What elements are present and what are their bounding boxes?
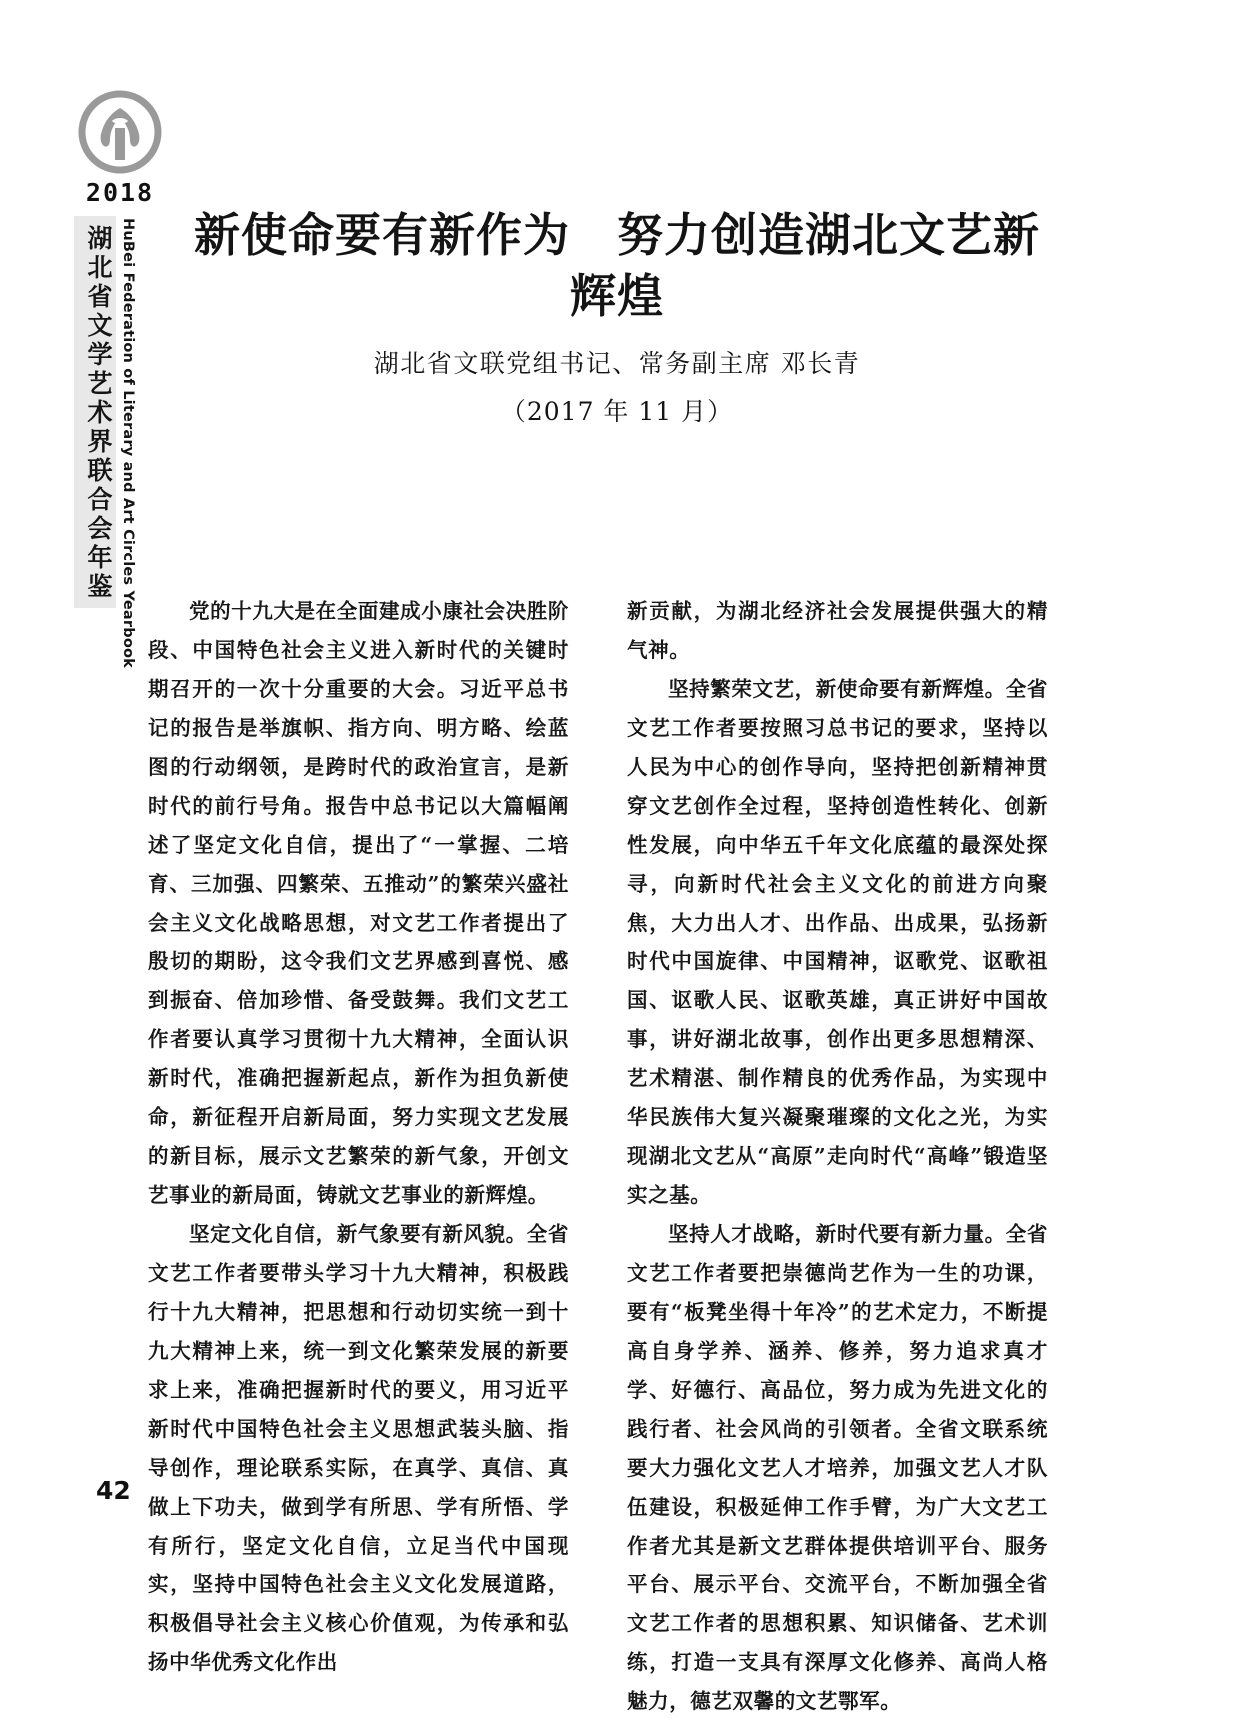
masthead-vertical-title-en: HuBei Federation of Literary and Art Circles Yearbook <box>120 218 136 668</box>
paragraph: 坚定文化自信，新气象要有新风貌。全省文艺工作者要带头学习十九大精神，积极践行十九大精神，把思想和行动切实统一到十九大精神上来，统一到文化繁荣发展的新要求上来，准确把握新时代的要义，用习近平新时代中国特色社会主义思想武装头脑、指导创作，理论联系实际，在真学、真信、真做上下功夫，做到学有所思、学有所悟、学有所行，坚定文化自信，立足当代中国现实，坚持中国特色社会主义文化发展道路，积极倡导社会主义核心价值观，为传承和弘扬中华优秀文化作出 <box>148 1222 569 1675</box>
page-number: 42 <box>96 1476 131 1505</box>
emblem-year-label: 2018 <box>85 178 155 207</box>
paragraph: 新贡献，为湖北经济社会发展提供强大的精气神。 <box>627 599 1048 662</box>
masthead-vertical-title-cjk: 湖北省文学艺术界联合会年鉴 <box>84 224 113 602</box>
body-column-right <box>627 592 1048 1714</box>
article-body <box>148 592 1048 1714</box>
paragraph: 党的十九大是在全面建成小康社会决胜阶段、中国特色社会主义进入新时代的关键时期召开的一次十分重要的大会。习近平总书记的报告是举旗帜、指方向、明方略、绘蓝图的行动纲领，是跨时代的政治宣言，是新时代的前行号角。报告中总书记以大篇幅阐述了坚定文化自信，提出了“一掌握、二培育、三加强、四繁荣、五推动”的繁荣兴盛社会主义文化战略思想，对文艺工作者提出了殷切的期盼，这令我们文艺界感到喜悦、感到振奋、倍加珍惜、备受鼓舞。我们文艺工作者要认真学习贯彻十九大精神，全面认识新时代，准确把握新起点，新作为担负新使命，新征程开启新局面，努力实现文艺发展的新目标，展示文艺繁荣的新气象，开创文艺事业的新局面，铸就文艺事业的新辉煌。 <box>148 599 569 1208</box>
article-byline: 湖北省文联党组书记、常务副主席 邓长青 <box>373 349 861 379</box>
paragraph: 坚持人才战略，新时代要有新力量。全省文艺工作者要把崇德尚艺作为一生的功课，要有“板凳坐得十年冷”的艺术定力，不断提高自身学养、涵养、修养，努力追求真才学、好德行、高品位，努力成为先进文化的践行者、社会风尚的引领者。全省文联系统要大力强化文艺人才培养，加强文艺人才队伍建设，积极延伸工作手臂，为广大文艺工作者尤其是新文艺群体提供培训平台、服务平台、展示平台、交流平台，不断加强全省文艺工作者的思想积累、知识储备、艺术训练，打造一支具有深厚文化修养、高尚人格魅力，德艺双馨的文艺鄂军。 <box>627 1222 1048 1714</box>
article-header <box>188 205 1046 428</box>
paragraph: 坚持繁荣文艺，新使命要有新辉煌。全省文艺工作者要按照习总书记的要求，坚持以人民为中心的创作导向，坚持把创新精神贯穿文艺创作全过程，坚持创造性转化、创新性发展，向中华五千年文化底蕴的最深处探寻，向新时代社会主义文化的前进方向聚焦，大力出人才、出作品、出成果，弘扬新时代中国旋律、中国精神，讴歌党、讴歌祖国、讴歌人民、讴歌英雄，真正讲好中国故事，讲好湖北故事，创作出更多思想精深、艺术精湛、制作精良的优秀作品，为实现中华民族伟大复兴凝聚璀璨的文化之光，为实现湖北文艺从“高原”走向时代“高峰”锻造坚实之基。 <box>627 676 1048 1208</box>
hubei-federation-emblem-icon <box>76 88 164 176</box>
body-column-left <box>148 592 569 1675</box>
article-dateline: （2017 年 11 月） <box>500 397 734 427</box>
page-title: 新使命要有新作为 努力创造湖北文艺新辉煌 <box>194 208 1040 323</box>
